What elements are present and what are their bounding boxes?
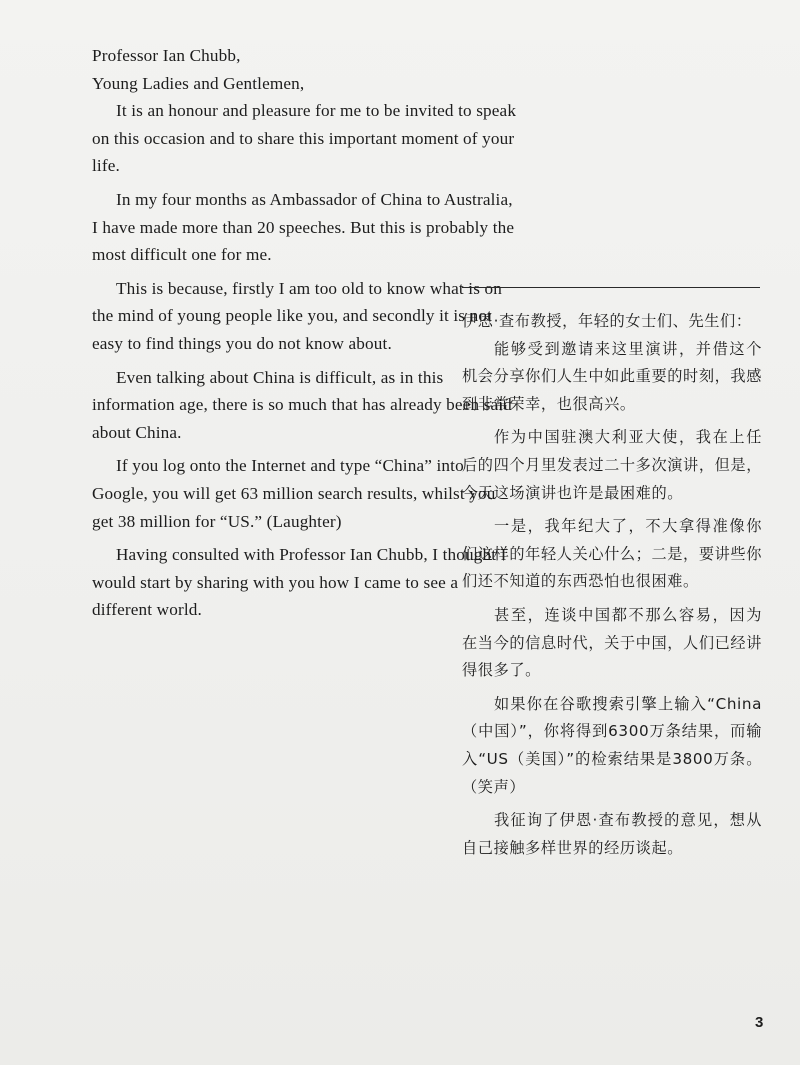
chinese-salutation: 伊恩·查布教授，年轻的女士们、先生们： bbox=[462, 312, 752, 330]
english-salutation-line-1: Professor Ian Chubb, bbox=[92, 46, 241, 65]
english-paragraph: If you log onto the Internet and type “China” into Google, you will get 63 million search results, whilst you get 38 million for “US.” (Laughter) bbox=[92, 456, 496, 531]
chinese-paragraph: 如果你在谷歌搜索引擎上输入“China（中国）”，你将得到6300万条结果，而输入“US（美国）”的检索结果是3800万条。（笑声） bbox=[462, 694, 762, 796]
chinese-paragraph: 一是，我年纪大了，不大拿得准像你们这样的年轻人关心什么；二是，要讲些你们还不知道的东西恐怕也很困难。 bbox=[462, 517, 762, 591]
chinese-paragraph: 甚至，连谈中国都不那么容易，因为在当今的信息时代，关于中国，人们已经讲得很多了。 bbox=[462, 605, 762, 680]
english-paragraph: It is an honour and pleasure for me to be invited to speak on this occasion and to share this important moment of your life. bbox=[92, 101, 517, 176]
english-paragraph: This is because, firstly I am too old to know what is on the mind of young people like you, and secondly it is not easy to find things you do not know about. bbox=[92, 278, 502, 353]
page-number: 3 bbox=[755, 1014, 764, 1031]
chinese-paragraph: 我征询了伊恩·查布教授的意见，想从自己接触多样世界的经历谈起。 bbox=[462, 811, 762, 857]
english-paragraph: In my four months as Ambassador of China to Australia, I have made more than 20 speeches. But this is probably the most difficult one for me. bbox=[92, 189, 515, 265]
english-paragraph: Even talking about China is difficult, as in this information age, there is so much that has already been said about China. bbox=[92, 367, 512, 442]
english-salutation-line-2: Young Ladies and Gentlemen, bbox=[92, 73, 305, 93]
chinese-text-column bbox=[462, 308, 762, 868]
section-divider bbox=[462, 287, 760, 288]
chinese-paragraph: 能够受到邀请来这里演讲，并借这个机会分享你们人生中如此重要的时刻，我感到非常荣幸，也很高兴。 bbox=[462, 339, 762, 413]
chinese-paragraph: 作为中国驻澳大利亚大使，我在上任后的四个月里发表过二十多次演讲，但是，今天这场演讲也许是最困难的。 bbox=[462, 428, 762, 502]
english-text-column bbox=[92, 42, 517, 630]
english-paragraph: Having consulted with Professor Ian Chubb, I thought I would start by sharing with you how I came to see a different world. bbox=[92, 545, 507, 620]
